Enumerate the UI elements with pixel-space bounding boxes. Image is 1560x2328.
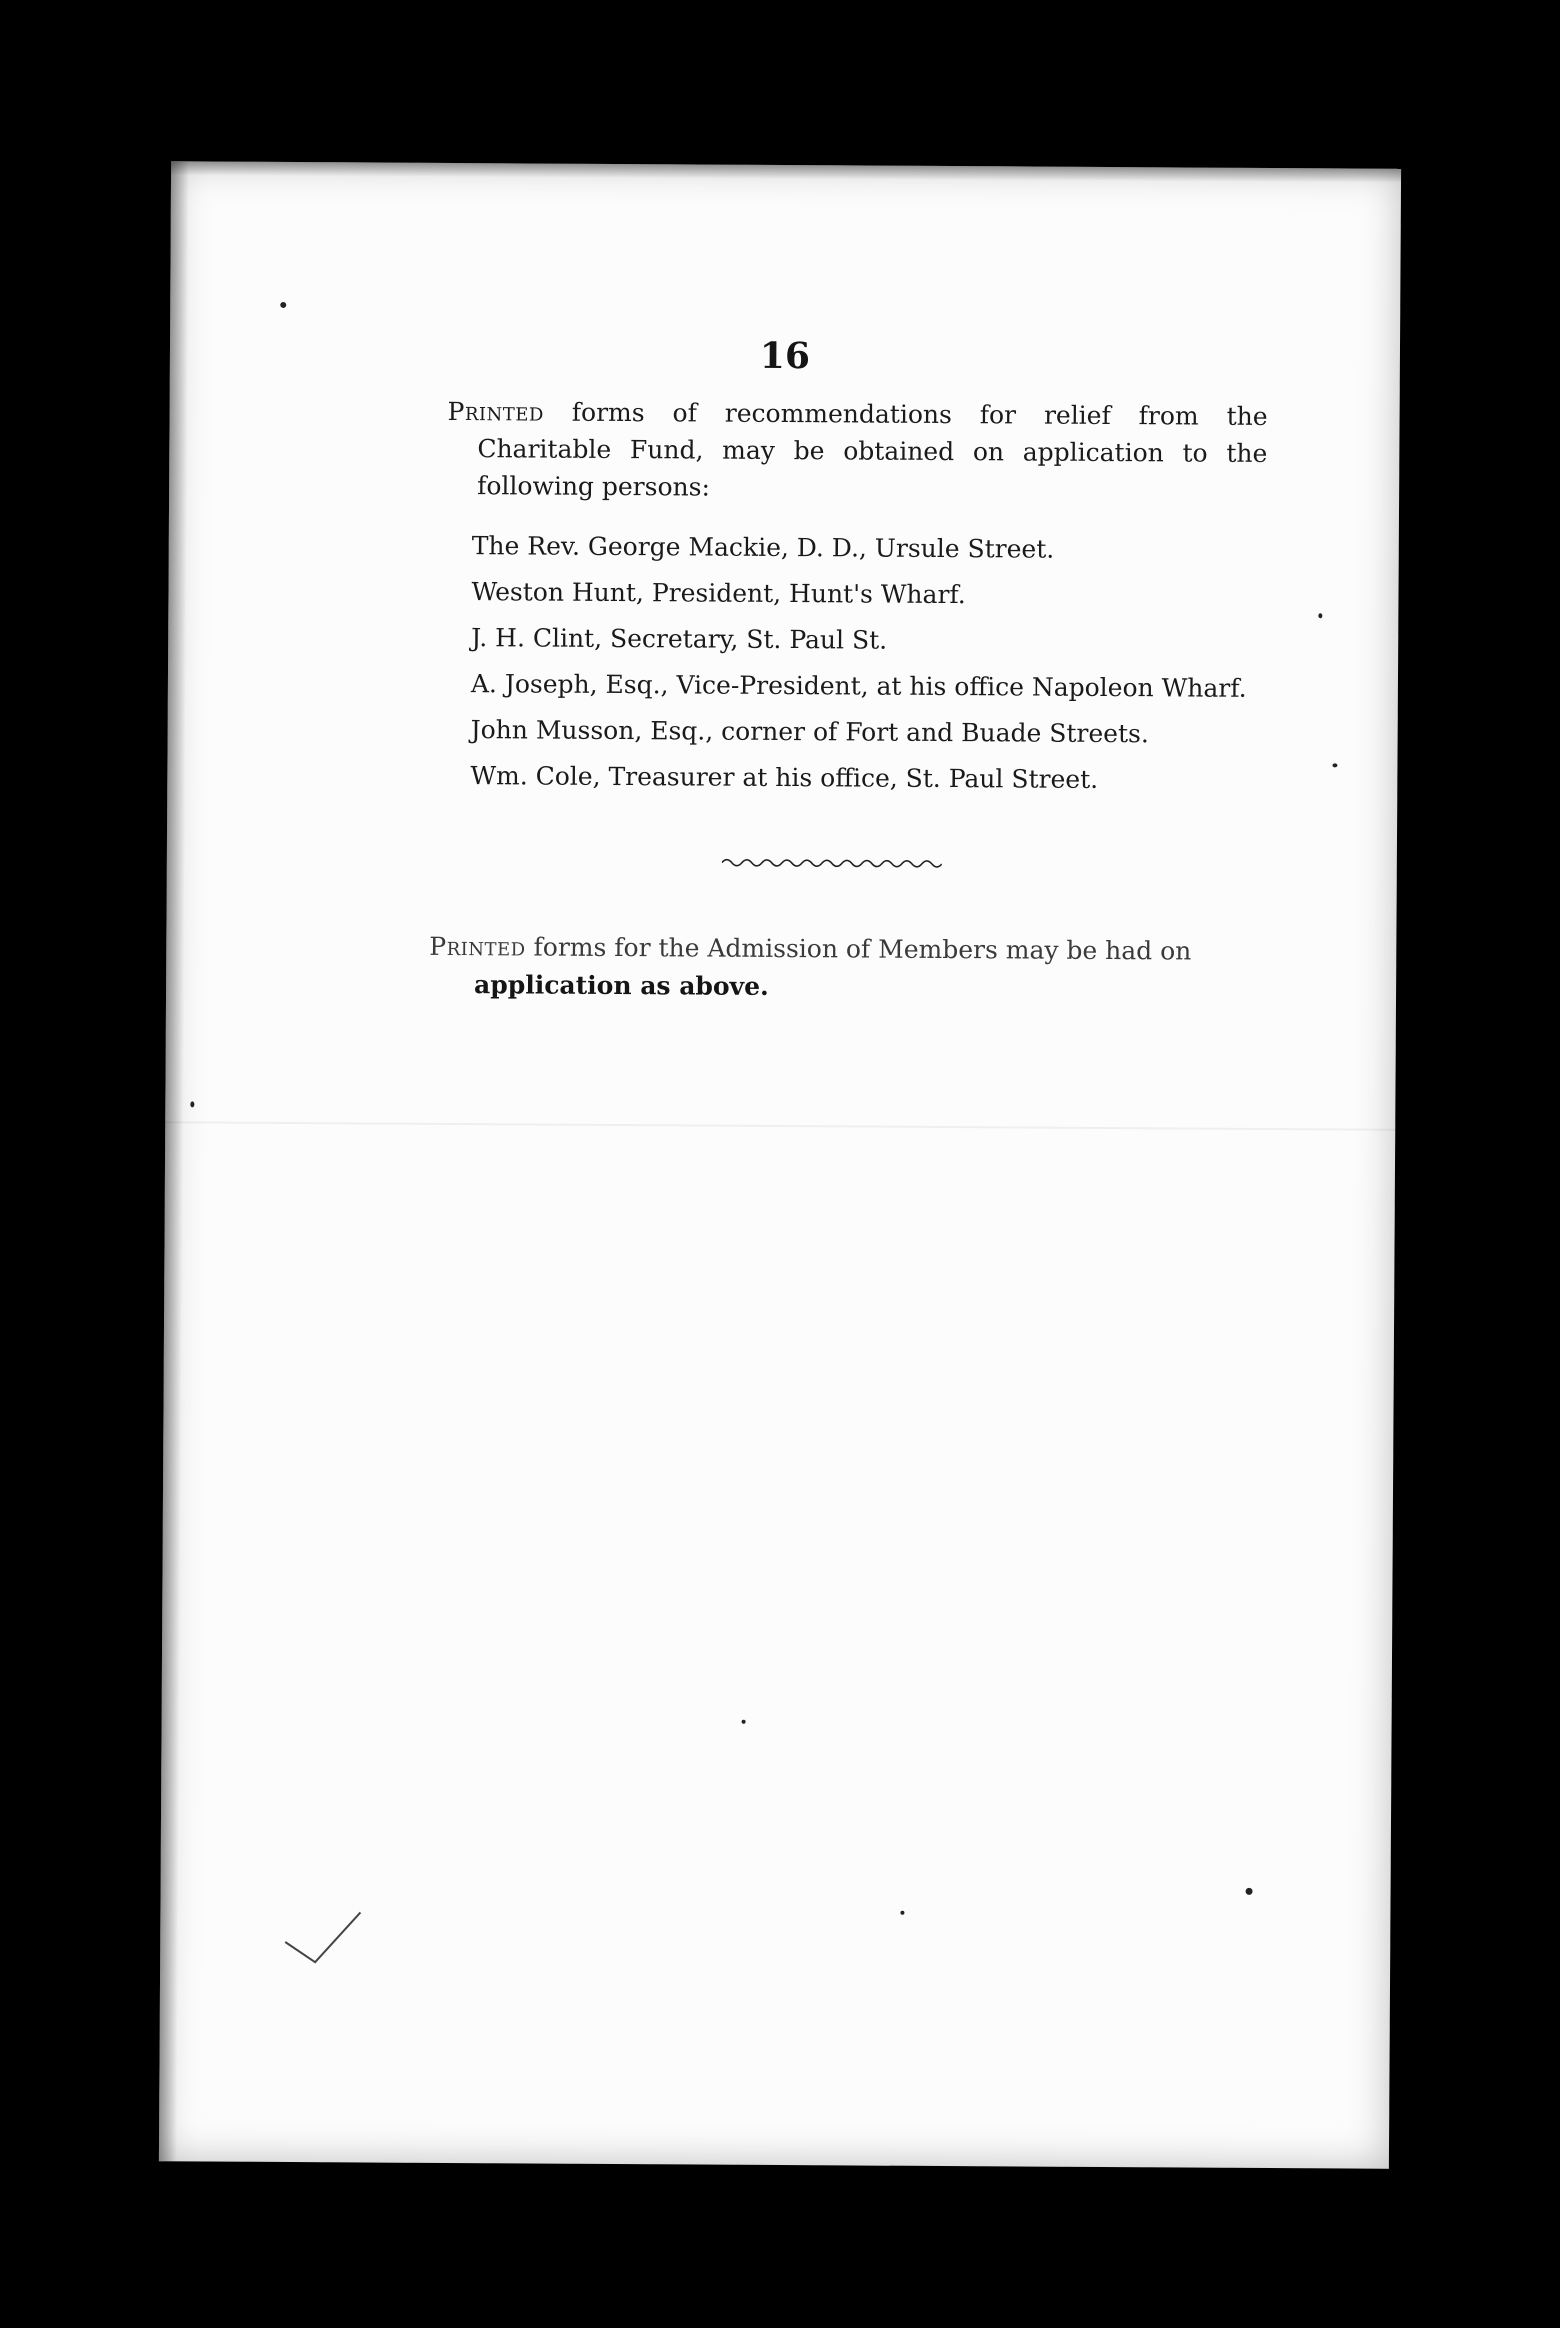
notice-admission-continuation: application as above. [474,970,769,1001]
ink-speck [900,1911,904,1915]
notice-admission-text: forms for the Admission of Members may be had on [525,932,1192,966]
wavy-divider-ornament [722,855,942,872]
person-entry: The Rev. George Mackie, D. D., Ursule Street. [471,531,1055,564]
ink-speck [1246,1888,1253,1895]
persons-list [470,523,1302,804]
person-entry: J. H. Clint, Secretary, St. Paul St. [471,623,888,655]
notice-relief-forms [447,393,1268,509]
notice-relief-text: forms of recommendations for relief from the Charitable Fund, may be obtained on application to the following persons: [477,397,1268,502]
person-entry: Wm. Cole, Treasurer at his office, St. Paul Street. [470,761,1099,794]
page-shadow-left [159,161,189,2161]
ink-speck [742,1720,746,1724]
page-number: 16 [759,334,811,378]
document-page [159,161,1401,2168]
page-shadow-top [171,161,1401,183]
ink-speck [1332,763,1337,767]
person-entry: John Musson, Esq., corner of Fort and Buade Streets. [470,715,1149,749]
ink-speck [190,1101,194,1107]
notice-admission-forms [429,928,1249,1009]
fold-line [165,1121,1395,1131]
ink-speck [280,302,286,308]
ink-speck [1318,613,1322,618]
notice-relief-lead: Printed [447,396,544,427]
person-entry: Weston Hunt, President, Hunt's Wharf. [471,577,966,610]
person-entry: A. Joseph, Esq., Vice-President, at his office Napoleon Wharf. [470,669,1247,703]
notice-admission-lead: Printed [429,931,526,962]
pencil-check-mark [280,1902,370,1973]
